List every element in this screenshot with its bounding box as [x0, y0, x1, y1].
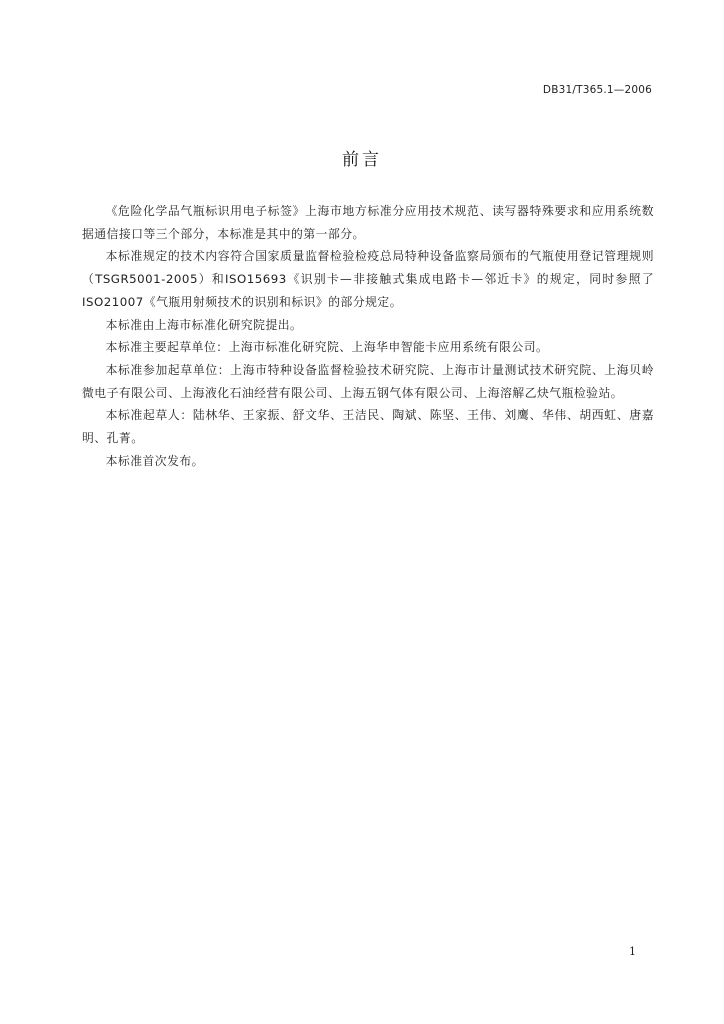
page-title: 前言: [342, 150, 382, 170]
foreword-body: [82, 200, 654, 472]
paragraph-participating-drafters: 本标准参加起草单位：上海市特种设备监督检验技术研究院、上海市计量测试技术研究院、上海贝岭微电子有限公司、上海液化石油经营有限公司、上海五钢气体有限公司、上海溶解乙炔气瓶检验站。: [82, 362, 654, 400]
paragraph-proposer: 本标准由上海市标准化研究院提出。: [105, 317, 303, 332]
page-number: 1: [629, 945, 636, 958]
paragraph-compliance: 本标准规定的技术内容符合国家质量监督检验检疫总局特种设备监察局颁布的气瓶使用登记管理规则（TSGR5001-2005）和ISO15693《识别卡—非接触式集成电路卡—邻近卡》的规定，同时参照了ISO21007《气瓶用射频技术的识别和标识》的部分规定。: [82, 249, 654, 309]
paragraph-scope: 《危险化学品气瓶标识用电子标签》上海市地方标准分应用技术规范、读写器特殊要求和应用系统数据通信接口等三个部分，本标准是其中的第一部分。: [82, 204, 654, 241]
paragraph-main-drafters: 本标准主要起草单位：上海市标准化研究院、上海华申智能卡应用系统有限公司。: [105, 340, 549, 355]
paragraph-drafting-persons: 本标准起草人：陆林华、王家振、舒文华、王洁民、陶斌、陈坚、王伟、刘鹰、华伟、胡西虹、唐嘉明、孔菁。: [82, 408, 654, 446]
standard-code: DB31/T365.1—2006: [542, 84, 652, 96]
paragraph-first-release: 本标准首次发布。: [105, 453, 204, 468]
